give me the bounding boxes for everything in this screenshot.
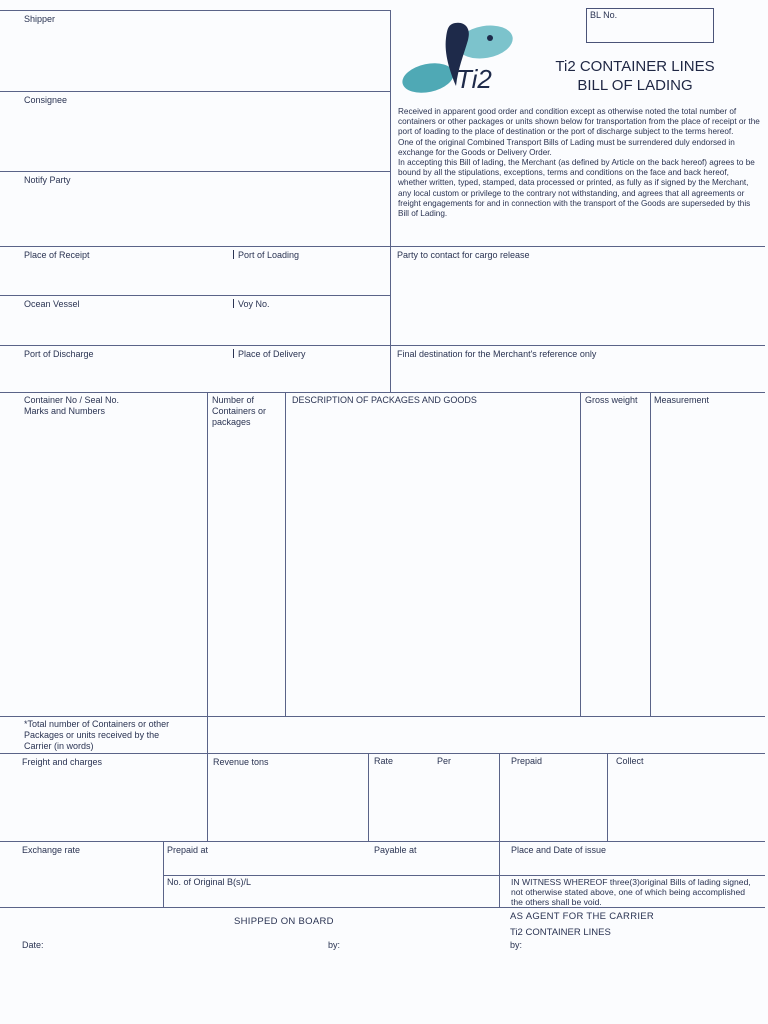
place-date-issue-field[interactable] [500, 842, 765, 875]
place-of-delivery-field[interactable] [234, 346, 390, 392]
logo-text: Ti2 [456, 64, 492, 94]
collect-label: Collect [616, 756, 644, 766]
voy-no-field[interactable] [234, 296, 390, 345]
ocean-vessel-field[interactable] [0, 296, 232, 345]
place-of-receipt-label: Place of Receipt [24, 250, 90, 260]
prepaid-at-label: Prepaid at [167, 845, 209, 855]
document-title: BILL OF LADING [577, 77, 693, 94]
port-of-loading-label: Port of Loading [238, 250, 300, 260]
gross-weight-column[interactable] [581, 393, 650, 716]
bl-number-label: BL No. [590, 10, 618, 20]
prepaid-at-field[interactable] [164, 842, 368, 875]
consignee-field[interactable] [0, 92, 390, 171]
exchange-rate-label: Exchange rate [22, 845, 81, 855]
place-of-receipt-field[interactable] [0, 247, 232, 295]
container-no-column[interactable] [0, 393, 207, 716]
by-right-label: by: [510, 940, 523, 950]
marks-numbers-label: Marks and Numbers [24, 406, 106, 416]
place-date-issue-label: Place and Date of issue [511, 845, 607, 855]
port-of-discharge-label: Port of Discharge [24, 349, 94, 359]
total-number-field[interactable] [0, 717, 765, 753]
rule-form-bottom [0, 907, 765, 908]
total-number-label: *Total number of Containers or other Packages or units received by the Carrier (in words) [24, 719, 170, 751]
measurement-label: Measurement [654, 395, 710, 405]
shipper-label: Shipper [24, 14, 56, 24]
collect-field[interactable] [608, 754, 765, 841]
date-label: Date: [22, 940, 44, 950]
prepaid-field[interactable] [500, 754, 607, 841]
container-no-label: Container No / Seal No. [24, 395, 120, 405]
terms-paragraph-3: In accepting this Bill of lading, the Merchant (as defined by Article on the back hereof) agrees to be bound by all the stipulations, exceptions, terms and conditions on the face and back hereof, whether written, typed, stamped, data processed or printed, as fully as if signed by the Merchant, any local custom or privilege to the contrary not withstanding, and agrees that all agreements or freight engagements for and in connection with the transport of the Goods are superseded by this Bill of Lading. [398, 158, 755, 219]
no-original-bl-field[interactable] [164, 876, 499, 907]
by-left-label: by: [328, 940, 341, 950]
rate-per-field[interactable] [369, 754, 499, 841]
witness-field [500, 876, 765, 907]
freight-charges-label: Freight and charges [22, 757, 103, 767]
as-agent-label: AS AGENT FOR THE CARRIER [510, 911, 655, 922]
number-of-containers-label: Number of Containers or packages [212, 395, 267, 427]
logo-teal-tail [400, 59, 456, 97]
exchange-rate-field[interactable] [0, 842, 163, 907]
ocean-vessel-label: Ocean Vessel [24, 299, 80, 309]
rate-label: Rate [374, 756, 394, 766]
consignee-label: Consignee [24, 95, 68, 105]
voy-no-label: Voy No. [238, 299, 270, 309]
final-destination-field[interactable] [391, 346, 765, 392]
final-destination-label: Final destination for the Merchant's reference only [397, 349, 597, 359]
notify-party-label: Notify Party [24, 175, 71, 185]
bl-number-box[interactable] [586, 8, 714, 43]
description-label: DESCRIPTION OF PACKAGES AND GOODS [292, 395, 477, 405]
freight-charges-field[interactable] [0, 754, 207, 841]
carrier-name-label: Ti2 CONTAINER LINES [510, 927, 611, 938]
number-of-containers-column[interactable] [208, 393, 285, 716]
shipped-on-board-label: SHIPPED ON BOARD [234, 916, 334, 927]
payable-at-label: Payable at [374, 845, 417, 855]
ti2-logo [400, 20, 518, 100]
company-title: Ti2 CONTAINER LINES [555, 58, 715, 75]
port-of-discharge-field[interactable] [0, 346, 232, 392]
party-to-contact-label: Party to contact for cargo release [397, 250, 530, 260]
revenue-tons-field[interactable] [208, 754, 368, 841]
per-label: Per [437, 756, 452, 766]
gross-weight-label: Gross weight [585, 395, 638, 405]
notify-party-field[interactable] [0, 172, 390, 246]
terms-text [398, 107, 760, 219]
revenue-tons-label: Revenue tons [213, 757, 269, 767]
prepaid-label: Prepaid [511, 756, 543, 766]
measurement-column[interactable] [651, 393, 765, 716]
terms-paragraph-2: One of the original Combined Transport Bills of Lading must be surrendered duly endorsed in exchange for the Goods or Delivery Order. [398, 137, 735, 157]
logo-dot [487, 35, 493, 41]
shipper-field[interactable] [0, 11, 390, 91]
description-column[interactable] [286, 393, 580, 716]
port-of-loading-field[interactable] [234, 247, 390, 295]
witness-text: IN WITNESS WHEREOF three(3)original Bills of lading signed, not otherwise stated above, one of which being accomplished the others shall be void. [511, 877, 751, 907]
party-to-contact-field[interactable] [391, 247, 765, 345]
payable-at-field[interactable] [369, 842, 499, 875]
no-original-bl-label: No. of Original B(s)/L [167, 877, 252, 887]
place-of-delivery-label: Place of Delivery [238, 349, 306, 359]
terms-paragraph-1: Received in apparent good order and condition except as otherwise noted the total number of containers or other packages or units shown below for transportation from the place of receipt or the port of loading to the place of destination or the port of discharge subject to the terms hereof. [398, 107, 760, 137]
